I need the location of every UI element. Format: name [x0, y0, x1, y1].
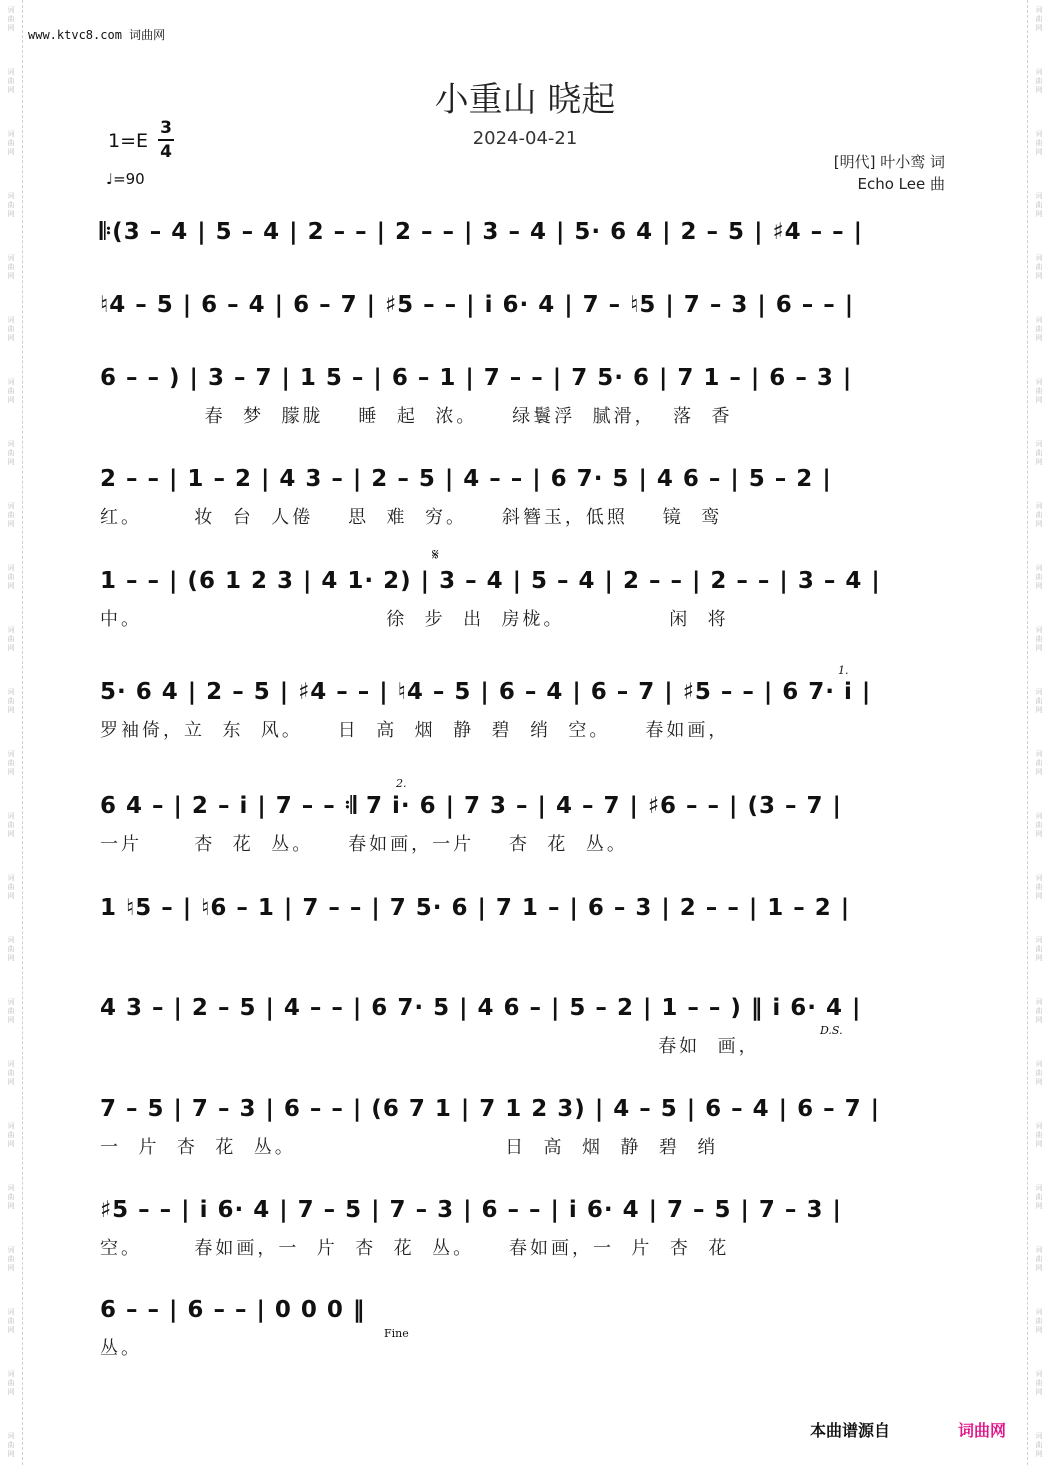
watermark-mark: 词 曲 网	[7, 688, 15, 714]
note-row: ♯5 – – | i 6· 4 | 7 – 5 | 7 – 3 | 6 – – | i 6· 4 | 7 – 5 | 7 – 3 |	[100, 1197, 842, 1223]
footer-source-label: 本曲谱源自	[810, 1421, 891, 1440]
watermark-mark: 词 曲 网	[1035, 564, 1043, 590]
volta-1-mark: 1.	[838, 664, 849, 677]
watermark-mark: 词 曲 网	[1035, 440, 1043, 466]
note-row: 6 – – ) | 3 – 7 | 1 5 – | 6 – 1 | 7 – – | 7 5· 6 | 7 1 – | 6 – 3 |	[100, 365, 853, 391]
song-date: 2024-04-21	[472, 128, 578, 149]
volta-2-mark: 2.	[396, 777, 407, 790]
segno-mark: 𝄋	[432, 545, 439, 564]
watermark-mark: 词 曲 网	[7, 1122, 15, 1148]
watermark-mark: 词 曲 网	[1035, 812, 1043, 838]
lyric-row: 春如 画，	[100, 1036, 760, 1057]
score-line	[0, 1089, 1050, 1179]
watermark-mark: 词 曲 网	[7, 812, 15, 838]
watermark-mark: 词 曲 网	[7, 316, 15, 342]
watermark-mark: 词 曲 网	[7, 1432, 15, 1458]
score-line	[0, 459, 1050, 549]
meter-bar	[158, 139, 174, 141]
watermark-mark: 词 曲 网	[1035, 68, 1043, 94]
note-row: 2 – – | 1 – 2 | 4 3 – | 2 – 5 | 4 – – | 6 7· 5 | 4 6 – | 5 – 2 |	[100, 466, 832, 492]
watermark-mark: 词 曲 网	[1035, 1432, 1043, 1458]
watermark-mark: 词 曲 网	[1035, 874, 1043, 900]
watermark-mark: 词 曲 网	[7, 192, 15, 218]
score-line	[0, 888, 1050, 978]
note-row: 1 – – | (6 1 2 3 | 4 1· 2) | 3 – 4 | 5 – 4 | 2 – – | 2 – – | 3 – 4 |	[100, 568, 881, 594]
lyric-row: 春 梦 朦胧 睡 起 浓。 绿鬟浮 腻滑， 落 香	[100, 406, 733, 427]
meter-bottom: 4	[160, 142, 172, 162]
note-row: ♮4 – 5 | 6 – 4 | 6 – 7 | ♯5 – – | i 6· 4 | 7 – ♮5 | 7 – 3 | 6 – – |	[100, 292, 855, 318]
watermark-mark: 词 曲 网	[7, 1308, 15, 1334]
watermark-mark: 词 曲 网	[7, 750, 15, 776]
score-line	[0, 1290, 1050, 1380]
watermark-mark: 词 曲 网	[7, 502, 15, 528]
watermark-mark: 词 曲 网	[7, 440, 15, 466]
composer: Echo Lee 曲	[857, 175, 945, 193]
lyric-row: 一 片 杏 花 丛。 日 高 烟 静 碧 绡	[100, 1137, 719, 1158]
note-row: 𝄆(3 – 4 | 5 – 4 | 2 – – | 2 – – | 3 – 4 | 5· 6 4 | 2 – 5 | ♯4 – – |	[100, 219, 864, 245]
watermark-mark: 词 曲 网	[7, 874, 15, 900]
watermark-mark: 词 曲 网	[1035, 1060, 1043, 1086]
score-line	[0, 358, 1050, 448]
watermark-mark: 词 曲 网	[1035, 998, 1043, 1024]
watermark-mark: 词 曲 网	[1035, 1370, 1043, 1396]
watermark-mark: 词 曲 网	[1035, 378, 1043, 404]
watermark-mark: 词 曲 网	[7, 378, 15, 404]
note-row: 7 – 5 | 7 – 3 | 6 – – | (6 7 1 | 7 1 2 3) | 4 – 5 | 6 – 4 | 6 – 7 |	[100, 1096, 881, 1122]
watermark-mark: 词 曲 网	[7, 1370, 15, 1396]
watermark-mark: 词 曲 网	[7, 564, 15, 590]
score-line	[0, 672, 1050, 762]
watermark-mark: 词 曲 网	[1035, 192, 1043, 218]
score-line	[0, 786, 1050, 876]
watermark-mark: 词 曲 网	[1035, 936, 1043, 962]
watermark-mark: 词 曲 网	[1035, 1308, 1043, 1334]
tempo-mark: ♩=90	[106, 170, 145, 188]
note-row: 1 ♮5 – | ♮6 – 1 | 7 – – | 7 5· 6 | 7 1 – | 6 – 3 | 2 – – | 1 – 2 |	[100, 895, 851, 921]
song-title: 小重山 晓起	[434, 80, 616, 120]
watermark-mark: 词 曲 网	[7, 1060, 15, 1086]
lyricist: [明代] 叶小鸾 词	[833, 153, 945, 171]
watermark-mark: 词 曲 网	[1035, 626, 1043, 652]
score-line	[0, 1190, 1050, 1280]
watermark-mark: 词 曲 网	[1035, 6, 1043, 32]
note-row: 5· 6 4 | 2 – 5 | ♯4 – – | ♮4 – 5 | 6 – 4 | 6 – 7 | ♯5 – – | 6 7· i |	[100, 679, 872, 705]
watermark-mark: 词 曲 网	[1035, 316, 1043, 342]
watermark-mark: 词 曲 网	[1035, 750, 1043, 776]
lyric-row: 红。 妆 台 人倦 思 难 穷。 斜簪玉，低照 镜 鸾	[100, 507, 723, 528]
watermark-mark: 词 曲 网	[7, 130, 15, 156]
fine-mark: Fine	[384, 1327, 409, 1340]
lyric-row: 罗袖倚，立 东 风。 日 高 烟 静 碧 绡 空。 春如画，	[100, 720, 730, 741]
ds-mark: D.S.	[820, 1024, 843, 1037]
meter-top: 3	[160, 118, 172, 138]
watermark-mark: 词 曲 网	[1035, 688, 1043, 714]
note-row: 6 4 – | 2 – i | 7 – – 𝄇 7 i· 6 | 7 3 – | 4 – 7 | ♯6 – – | (3 – 7 |	[100, 793, 842, 819]
watermark-mark: 词 曲 网	[7, 68, 15, 94]
watermark-mark: 词 曲 网	[1035, 1246, 1043, 1272]
site-url[interactable]: www.ktvc8.com 词曲网	[28, 28, 166, 42]
note-row: 6 – – | 6 – – | 0 0 0 ‖	[100, 1297, 366, 1323]
watermark-mark: 词 曲 网	[7, 1246, 15, 1272]
key-signature: 1=E	[108, 130, 149, 152]
lyric-row: 中。 徐 步 出 房栊。 闲 将	[100, 609, 729, 630]
watermark-mark: 词 曲 网	[1035, 502, 1043, 528]
watermark-mark: 词 曲 网	[7, 998, 15, 1024]
watermark-mark: 词 曲 网	[1035, 1184, 1043, 1210]
watermark-mark: 词 曲 网	[7, 254, 15, 280]
note-row: 4 3 – | 2 – 5 | 4 – – | 6 7· 5 | 4 6 – | 5 – 2 | 1 – – ) ‖ i 6· 4 |	[100, 995, 862, 1021]
time-signature	[158, 118, 174, 162]
footer-brand-link[interactable]: 词曲网	[958, 1421, 1007, 1440]
score-line	[0, 561, 1050, 651]
watermark-mark: 词 曲 网	[7, 626, 15, 652]
lyric-row: 空。 春如画，一 片 杏 花 丛。 春如画，一 片 杏 花	[100, 1238, 730, 1259]
watermark-mark: 词 曲 网	[1035, 254, 1043, 280]
credits	[834, 151, 945, 195]
lyric-row: 丛。	[100, 1338, 142, 1359]
watermark-mark: 词 曲 网	[7, 1184, 15, 1210]
watermark-mark: 词 曲 网	[1035, 130, 1043, 156]
score-line	[0, 988, 1050, 1078]
watermark-mark: 词 曲 网	[7, 6, 15, 32]
lyric-row: 一片 杏 花 丛。 春如画，一片 杏 花 丛。	[100, 834, 628, 855]
watermark-mark: 词 曲 网	[1035, 1122, 1043, 1148]
watermark-mark: 词 曲 网	[7, 936, 15, 962]
